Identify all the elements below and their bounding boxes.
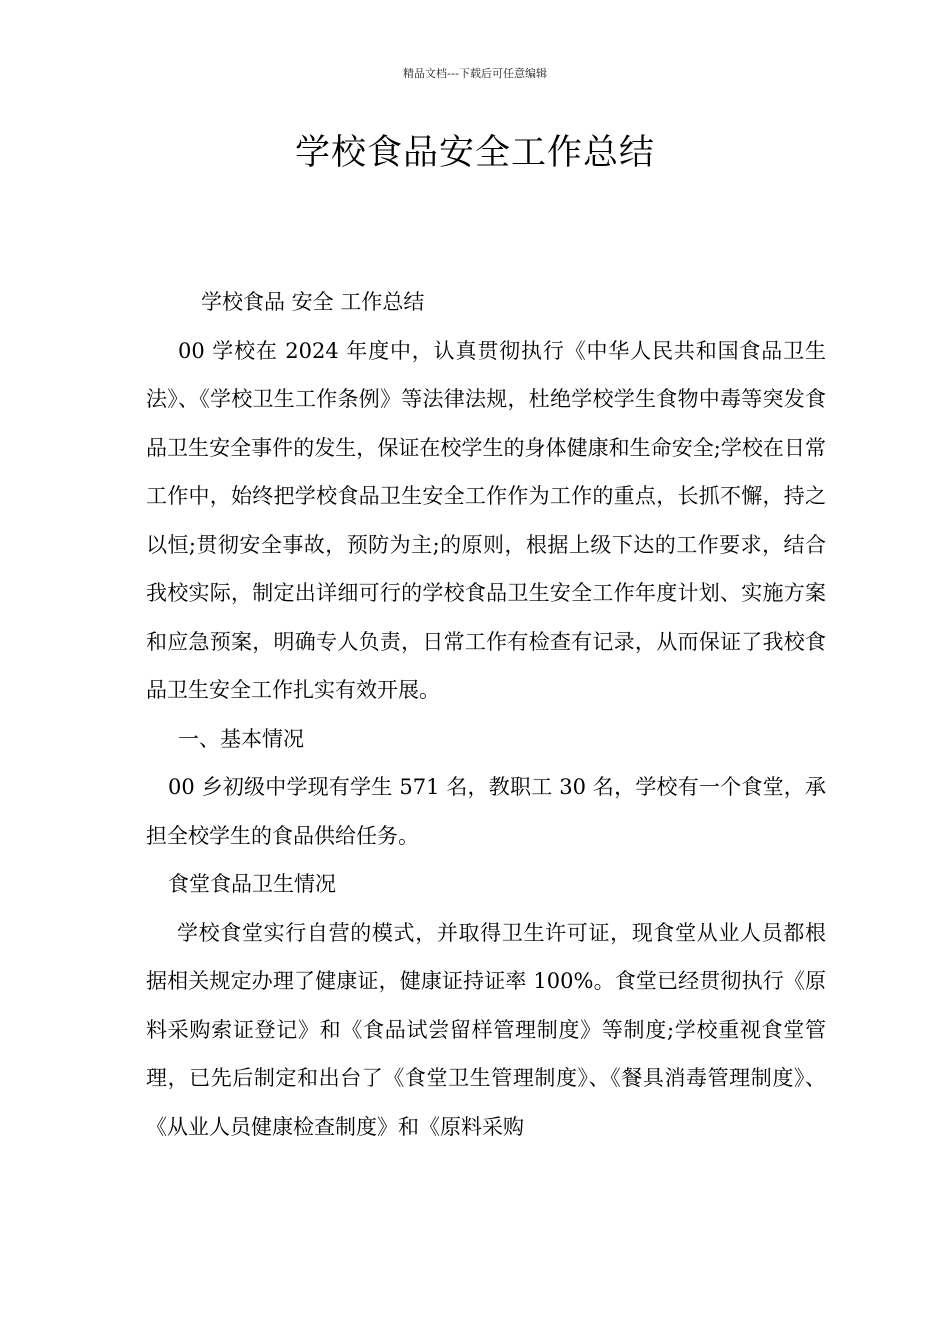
sub-heading-canteen: 食堂食品卫生情况	[168, 872, 336, 896]
document-body	[146, 278, 826, 1151]
document-subtitle: 学校食品 安全 工作总结	[201, 290, 425, 314]
paragraph-basic-info: 00 乡初级中学现有学生 571 名，教职工 30 名，学校有一个食堂，承担全校学生的食品供给任务。	[146, 775, 826, 848]
section-heading-basic: 一、基本情况	[178, 726, 304, 751]
page-header-note: 精品文档---下载后可任意编辑	[403, 67, 547, 80]
paragraph-intro: 00 学校在 2024 年度中，认真贯彻执行《中华人民共和国食品卫生法》、《学校卫生工作条例》等法律法规，杜绝学校学生食物中毒等突发食品卫生安全事件的发生，保证在校学生的身体健康和生命安全;学校在日常工作中，始终把学校食品卫生安全工作作为工作的重点，长抓不懈，持之以恒;贯彻安全事故，预防为主;的原则，根据上级下达的工作要求，结合我校实际，制定出详细可行的学校食品卫生安全工作年度计划、实施方案和应急预案，明确专人负责，日常工作有检查有记录，从而保证了我校食品卫生安全工作扎实有效开展。	[146, 338, 826, 702]
paragraph-canteen-info: 学校食堂实行自营的模式，并取得卫生许可证，现食堂从业人员都根据相关规定办理了健康证，健康证持证率 100%。食堂已经贯彻执行《原料采购索证登记》和《食品试尝留样管理制度》等制度;学校重视食堂管理，已先后制定和出台了《食堂卫生管理制度》、《餐具消毒管理制度》、《从业人员健康检查制度》和《原料采购	[146, 920, 826, 1139]
document-title: 学校食品安全工作总结	[294, 133, 655, 173]
